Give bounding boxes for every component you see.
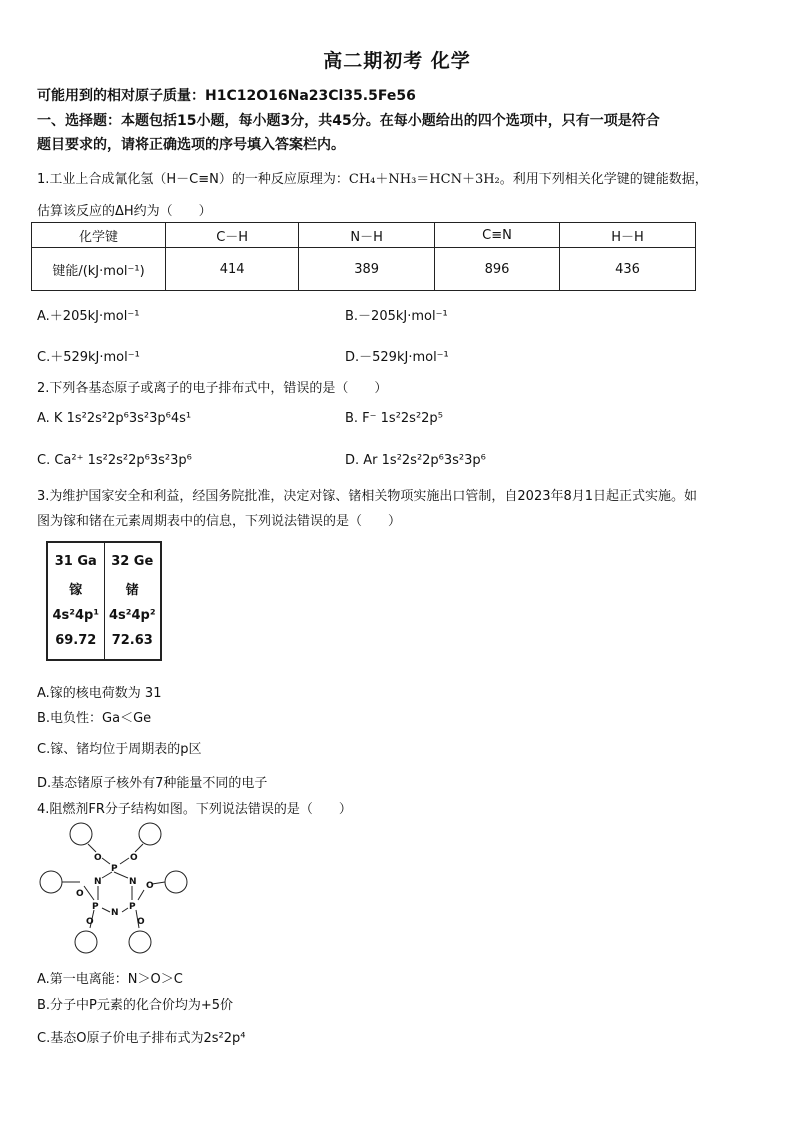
phenyl-ring-icon <box>70 823 92 845</box>
table-cell-bond: C≡N <box>435 223 560 248</box>
q1-option-d: D.－529kJ·mol⁻¹ <box>345 350 449 365</box>
table-cell-bond: N－H <box>299 223 435 248</box>
bond-energy-table <box>31 222 696 291</box>
table-cell-energy: 414 <box>166 248 299 291</box>
q1-stem-a: 1.工业上合成氰化氢（H－C≡N）的一种反应原理为： <box>37 172 349 187</box>
atomic-masses: 可能用到的相对原子质量：H1C12O16Na23Cl35.5Fe56 <box>37 88 416 104</box>
nitrogen-label: N <box>94 877 102 887</box>
phosphorus-label: P <box>111 864 118 874</box>
section-heading-line2: 题目要求的，请将正确选项的序号填入答案栏内。 <box>37 137 345 153</box>
element-name: 锗 <box>125 583 139 598</box>
q1-equation: CH₄＋NH₃＝HCN＋3H₂ <box>348 172 500 187</box>
element-config: 4s²4p¹ <box>52 608 100 623</box>
q4-option-c: C.基态O原子价电子排布式为2s²2p⁴ <box>37 1031 246 1046</box>
table-header-bond: 化学键 <box>32 223 166 248</box>
element-mass: 69.72 <box>55 633 97 648</box>
phenyl-ring-icon <box>75 931 97 953</box>
q2-option-d: D. Ar 1s²2s²2p⁶3s²3p⁶ <box>345 453 486 468</box>
phenyl-ring-icon <box>139 823 161 845</box>
section-heading-line1: 一、选择题：本题包括15小题，每小题3分，共45分。在每小题给出的四个选项中，只有一项是符合 <box>37 113 660 129</box>
q4-option-b: B.分子中P元素的化合价均为+5价 <box>37 998 234 1013</box>
oxygen-label: O <box>94 853 102 863</box>
table-header-energy: 键能/(kJ·mol⁻¹) <box>32 248 166 291</box>
q1-option-b: B.－205kJ·mol⁻¹ <box>345 309 448 324</box>
element-card-ga <box>48 543 104 659</box>
q2-option-b: B. F⁻ 1s²2s²2p⁵ <box>345 411 443 426</box>
page-title: 高二期初考 化学 <box>323 50 471 72</box>
nitrogen-label: N <box>111 908 119 918</box>
q3-option-d: D.基态锗原子核外有7种能量不同的电子 <box>37 776 268 791</box>
q3-option-a: A.镓的核电荷数为 31 <box>37 686 162 701</box>
phenyl-ring-icon <box>40 871 62 893</box>
q1-stem-b: 。利用下列相关化学键的键能数据， <box>499 172 708 187</box>
periodic-table-card <box>46 541 162 661</box>
table-cell-energy: 896 <box>435 248 560 291</box>
oxygen-label: O <box>130 853 138 863</box>
q2-stem: 2.下列各基态原子或离子的电子排布式中，错误的是（ ） <box>37 381 388 396</box>
oxygen-label: O <box>146 881 154 891</box>
q3-stem-line2: 图为镓和锗在元素周期表中的信息，下列说法错误的是（ ） <box>37 514 402 529</box>
q3-option-c: C.镓、锗均位于周期表的p区 <box>37 742 202 757</box>
q2-option-a: A. K 1s²2s²2p⁶3s²3p⁶4s¹ <box>37 411 192 426</box>
element-name: 镓 <box>69 583 83 598</box>
q1-stem <box>37 168 708 187</box>
element-mass: 72.63 <box>111 633 153 648</box>
table-cell-energy: 436 <box>560 248 696 291</box>
element-config: 4s²4p² <box>108 608 156 623</box>
element-symbol: 32 Ge <box>111 554 154 569</box>
phosphorus-label: P <box>92 902 99 912</box>
q4-stem: 4.阻燃剂FR分子结构如图。下列说法错误的是（ ） <box>37 802 352 817</box>
table-cell-energy: 389 <box>299 248 435 291</box>
table-cell-bond: C－H <box>166 223 299 248</box>
phenyl-ring-icon <box>165 871 187 893</box>
q1-option-c: C.＋529kJ·mol⁻¹ <box>37 350 140 365</box>
fr-molecule-structure <box>36 820 196 965</box>
oxygen-label: O <box>86 917 94 927</box>
oxygen-label: O <box>76 889 84 899</box>
element-symbol: 31 Ga <box>54 554 97 569</box>
phenyl-ring-icon <box>129 931 151 953</box>
phosphorus-label: P <box>129 902 136 912</box>
q3-option-b: B.电负性：Ga＜Ge <box>37 711 152 726</box>
table-cell-bond: H－H <box>560 223 696 248</box>
oxygen-label: O <box>137 917 145 927</box>
table-row <box>32 223 696 248</box>
table-row <box>32 248 696 291</box>
q2-option-c: C. Ca²⁺ 1s²2s²2p⁶3s²3p⁶ <box>37 453 192 468</box>
q1-option-a: A.＋205kJ·mol⁻¹ <box>37 309 140 324</box>
element-card-ge <box>104 543 161 659</box>
nitrogen-label: N <box>129 877 137 887</box>
q1-stem-line2: 估算该反应的ΔH约为（ ） <box>37 204 212 219</box>
q4-option-a: A.第一电离能：N＞O＞C <box>37 972 183 987</box>
q3-stem-line1: 3.为维护国家安全和利益，经国务院批准，决定对镓、锗相关物项实施出口管制，自2023年8月1日起正式实施。如 <box>37 489 698 504</box>
